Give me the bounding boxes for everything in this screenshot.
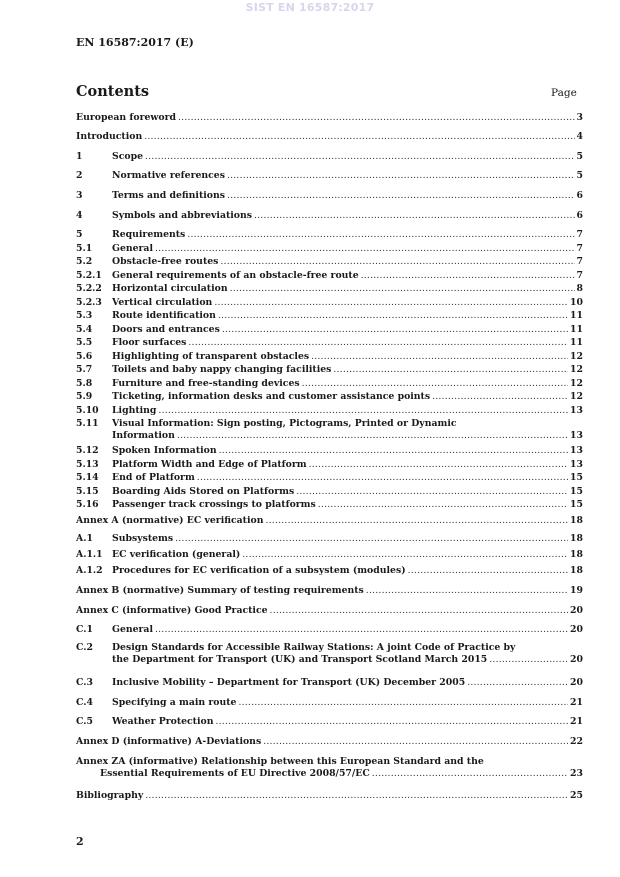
- page-column-label: Page: [551, 87, 577, 99]
- toc-entry-page: 5: [576, 151, 583, 162]
- toc-entry-leader: [197, 472, 568, 483]
- toc-entry-number: 5.7: [76, 364, 93, 375]
- toc-entry[interactable]: [76, 642, 583, 665]
- toc-entry-leader: [155, 243, 575, 254]
- toc-entry[interactable]: [76, 283, 583, 294]
- toc-entry[interactable]: [76, 351, 583, 362]
- toc-entry-leader: [177, 430, 568, 442]
- toc-entry[interactable]: [76, 256, 583, 267]
- toc-entry-title: Design Standards for Accessible Railway Stations: A joint Code of Practice by: [112, 642, 516, 653]
- toc-entry-page: 6: [576, 190, 583, 201]
- toc-entry-page: 18: [570, 533, 583, 544]
- toc-entry[interactable]: [76, 297, 583, 308]
- toc-entry-page: 13: [570, 445, 583, 456]
- toc-entry-number: 5.15: [76, 486, 99, 497]
- toc-entry-title: Procedures for EC verification of a subsystem (modules): [112, 565, 406, 576]
- toc-entry-title: General: [112, 624, 153, 635]
- toc-entry-number: C.4: [76, 697, 93, 708]
- toc-entry-title: Furniture and free-standing devices: [112, 378, 300, 389]
- toc-entry[interactable]: [76, 229, 583, 240]
- toc-entry-number: 5.8: [76, 378, 93, 389]
- toc-entry-number: 5.16: [76, 499, 99, 510]
- toc-entry-leader: [227, 170, 575, 181]
- toc-entry[interactable]: [76, 210, 583, 221]
- toc-entry-title: End of Platform: [112, 472, 195, 483]
- toc-entry[interactable]: [76, 131, 583, 142]
- toc-entry-leader: [219, 445, 568, 456]
- toc-entry-title: Annex C (informative) Good Practice: [76, 605, 268, 616]
- toc-entry-leader: [302, 378, 568, 389]
- toc-entry-title: Passenger track crossings to platforms: [112, 499, 316, 510]
- toc-entry[interactable]: [76, 378, 583, 389]
- toc-entry-title: Lighting: [112, 405, 157, 416]
- toc-entry-page: 5: [576, 170, 583, 181]
- toc-entry-title: General requirements of an obstacle-free route: [112, 270, 359, 281]
- toc-entry-leader: [311, 351, 568, 362]
- toc-entry-page: 18: [570, 515, 583, 526]
- toc-entry-leader: [366, 585, 568, 596]
- toc-entry-number: 5: [76, 229, 83, 240]
- toc-entry-title: Inclusive Mobility – Department for Transport (UK) December 2005: [112, 677, 466, 688]
- toc-entry-title: Scope: [112, 151, 143, 162]
- toc-entry-leader: [178, 112, 575, 123]
- toc-entry-number: 5.13: [76, 459, 99, 470]
- toc-entry-title: Annex A (normative) EC verification: [76, 515, 264, 526]
- toc-entry-title: Ticketing, information desks and customer assistance points: [112, 391, 431, 402]
- toc-entry-leader: [145, 790, 568, 801]
- toc-entry[interactable]: [76, 756, 583, 779]
- toc-entry-title: Normative references: [112, 170, 225, 181]
- toc-entry[interactable]: [76, 790, 583, 801]
- toc-entry-leader: [214, 297, 568, 308]
- toc-entry-title: Vertical circulation: [112, 297, 213, 308]
- toc-entry-number: 5.12: [76, 445, 99, 456]
- toc-entry-title: Spoken Information: [112, 445, 217, 456]
- toc-entry-page: 11: [570, 337, 583, 348]
- toc-entry-number: C.5: [76, 716, 93, 727]
- toc-entry-leader: [242, 549, 568, 560]
- toc-entry-title: Obstacle-free routes: [112, 256, 219, 267]
- toc-entry-page: 22: [570, 736, 583, 747]
- toc-entry-leader: [155, 624, 568, 635]
- toc-entry-leader: [467, 677, 568, 688]
- toc-entry-title: EC verification (general): [112, 549, 241, 560]
- toc-entry[interactable]: [76, 310, 583, 321]
- toc-entry[interactable]: [76, 605, 583, 616]
- toc-entry-page: 12: [570, 378, 583, 389]
- toc-entry-number: 5.2.1: [76, 270, 102, 281]
- toc-entry-title: Annex ZA (informative) Relationship between this European Standard and the: [76, 756, 484, 767]
- toc-entry[interactable]: [76, 585, 583, 596]
- toc-entry-leader: [270, 605, 569, 616]
- toc-entry-title: Boarding Aids Stored on Platforms: [112, 486, 295, 497]
- toc-entry-page: 7: [576, 270, 583, 281]
- toc-entry-leader: [333, 364, 568, 375]
- toc-entry-page: 13: [570, 405, 583, 416]
- toc-entry-number: C.2: [76, 642, 93, 653]
- toc-entry-page: 12: [570, 351, 583, 362]
- toc-entry-title: Visual Information: Sign posting, Pictograms, Printed or Dynamic: [112, 418, 457, 429]
- toc-entry-title: Requirements: [112, 229, 186, 240]
- toc-entry-title: Subsystems: [112, 533, 174, 544]
- toc-entry-title: Floor surfaces: [112, 337, 187, 348]
- toc-entry-title: Symbols and abbreviations: [112, 210, 252, 221]
- toc-entry-number: 5.3: [76, 310, 93, 321]
- toc-entry[interactable]: [76, 565, 583, 576]
- toc-entry-leader: [230, 283, 575, 294]
- toc-entry-number: 5.2.2: [76, 283, 102, 294]
- toc-entry-title: Highlighting of transparent obstacles: [112, 351, 310, 362]
- toc-entry-leader: [188, 337, 568, 348]
- toc-entry[interactable]: [76, 170, 583, 181]
- toc-entry-leader: [265, 515, 568, 526]
- toc-entry-number: 5.9: [76, 391, 93, 402]
- toc-entry[interactable]: [76, 549, 583, 560]
- toc-entry-page: 20: [570, 624, 583, 635]
- toc-entry[interactable]: [76, 418, 583, 441]
- toc-entry-number: A.1: [76, 533, 93, 544]
- toc-entry-title-continued: Information: [112, 429, 175, 441]
- toc-entry-page: 18: [570, 549, 583, 560]
- toc-entry[interactable]: [76, 243, 583, 254]
- toc-entry[interactable]: [76, 499, 583, 510]
- toc-entry-number: 2: [76, 170, 83, 181]
- toc-entry-leader: [158, 405, 568, 416]
- toc-entry[interactable]: [76, 151, 583, 162]
- toc-entry-page: 25: [570, 790, 583, 801]
- toc-entry[interactable]: [76, 716, 583, 727]
- toc-entry-title: Route identification: [112, 310, 216, 321]
- toc-entry-title-continued: the Department for Transport (UK) and Transport Scotland March 2015: [112, 653, 488, 665]
- toc-entry[interactable]: [76, 624, 583, 635]
- toc-entry-page: 7: [576, 256, 583, 267]
- toc-entry-title: Specifying a main route: [112, 697, 237, 708]
- toc-entry-page: 21: [570, 697, 583, 708]
- toc-entry-number: 4: [76, 210, 83, 221]
- toc-entry[interactable]: [76, 324, 583, 335]
- toc-entry[interactable]: [76, 337, 583, 348]
- toc-entry-title: Annex D (informative) A-Deviations: [76, 736, 262, 747]
- toc-entry-page: 10: [570, 297, 583, 308]
- toc-entry[interactable]: [76, 190, 583, 201]
- toc-entry-title: Doors and entrances: [112, 324, 220, 335]
- toc-entry[interactable]: [76, 515, 583, 526]
- toc-entry-leader: [175, 533, 568, 544]
- toc-entry-page: 8: [576, 283, 583, 294]
- toc-entry-number: 5.14: [76, 472, 99, 483]
- toc-entry-number: 5.6: [76, 351, 93, 362]
- toc-entry[interactable]: [76, 533, 583, 544]
- toc-entry[interactable]: [76, 112, 583, 123]
- toc-entry-page: 18: [570, 565, 583, 576]
- toc-entry-number: 5.2.3: [76, 297, 102, 308]
- toc-entry[interactable]: [76, 405, 583, 416]
- toc-entry-leader: [144, 131, 574, 142]
- toc-entry-number: 5.10: [76, 405, 99, 416]
- toc-entry-leader: [361, 270, 575, 281]
- toc-entry-page: 12: [570, 364, 583, 375]
- toc-entry-title: Toilets and baby nappy changing facilities: [112, 364, 332, 375]
- toc-entry-title: Bibliography: [76, 790, 144, 801]
- toc-entry-page: 23: [570, 767, 583, 779]
- contents-title: Contents: [76, 83, 150, 100]
- toc-entry-leader: [215, 716, 568, 727]
- toc-entry-title: Introduction: [76, 131, 143, 142]
- toc-entry[interactable]: [76, 270, 583, 281]
- toc-entry-page: 3: [576, 112, 583, 123]
- toc-entry[interactable]: [76, 486, 583, 497]
- toc-entry-number: C.1: [76, 624, 93, 635]
- toc-entry[interactable]: [76, 459, 583, 470]
- toc-entry-title: Annex B (normative) Summary of testing requirements: [76, 585, 364, 596]
- toc-entry-page: 4: [576, 131, 583, 142]
- toc-entry-leader: [432, 391, 568, 402]
- toc-entry-leader: [318, 499, 568, 510]
- toc-entry-page: 19: [570, 585, 583, 596]
- toc-entry-number: 5.1: [76, 243, 93, 254]
- watermark: SIST EN 16587:2017: [245, 1, 375, 14]
- toc-entry[interactable]: [76, 736, 583, 747]
- toc-entry[interactable]: [76, 364, 583, 375]
- toc-entry-leader: [145, 151, 575, 162]
- toc-entry-page: 15: [570, 499, 583, 510]
- toc-entry-page: 20: [570, 653, 583, 665]
- toc-entry-page: 20: [570, 677, 583, 688]
- toc-entry-title: Horizontal circulation: [112, 283, 228, 294]
- toc-entry-page: 11: [570, 324, 583, 335]
- toc-entry-leader: [238, 697, 568, 708]
- toc-entry[interactable]: [76, 677, 583, 688]
- toc-entry-title: Terms and definitions: [112, 190, 225, 201]
- toc-entry-page: 7: [576, 243, 583, 254]
- document-id: EN 16587:2017 (E): [76, 36, 194, 49]
- toc-entry-page: 12: [570, 391, 583, 402]
- toc-entry-title-continued: Essential Requirements of EU Directive 2008/57/EC: [100, 767, 370, 779]
- toc-entry-page: 11: [570, 310, 583, 321]
- toc-entry-page: 13: [570, 429, 583, 441]
- toc-entry-leader: [309, 459, 568, 470]
- toc-entry-page: 13: [570, 459, 583, 470]
- toc-entry-leader: [222, 324, 568, 335]
- toc-entry-number: 5.4: [76, 324, 93, 335]
- page-number: 2: [76, 835, 84, 848]
- toc-entry[interactable]: [76, 472, 583, 483]
- toc-entry[interactable]: [76, 391, 583, 402]
- toc-entry-page: 7: [576, 229, 583, 240]
- toc-entry-page: 15: [570, 472, 583, 483]
- toc-entry-leader: [187, 229, 574, 240]
- toc-entry-page: 15: [570, 486, 583, 497]
- toc-entry-leader: [254, 210, 575, 221]
- toc-entry-number: 5.5: [76, 337, 93, 348]
- toc-entry[interactable]: [76, 697, 583, 708]
- toc-entry-page: 21: [570, 716, 583, 727]
- toc-entry-page: 20: [570, 605, 583, 616]
- toc-entry-number: C.3: [76, 677, 93, 688]
- toc-entry-leader: [227, 190, 575, 201]
- toc-entry-number: 1: [76, 151, 83, 162]
- toc-entry-leader: [489, 654, 568, 666]
- toc-entry-page: 6: [576, 210, 583, 221]
- toc-entry-title: General: [112, 243, 153, 254]
- toc-entry-title: Platform Width and Edge of Platform: [112, 459, 307, 470]
- toc-entry-leader: [408, 565, 568, 576]
- toc-entry-number: 5.2: [76, 256, 93, 267]
- toc-entry-leader: [296, 486, 568, 497]
- toc-entry-leader: [372, 768, 568, 780]
- toc-entry[interactable]: [76, 445, 583, 456]
- toc-entry-number: 3: [76, 190, 83, 201]
- toc-entry-title: Weather Protection: [112, 716, 214, 727]
- toc-entry-number: 5.11: [76, 418, 99, 429]
- toc-entry-leader: [263, 736, 568, 747]
- toc-entry-title: European foreword: [76, 112, 176, 123]
- toc-entry-leader: [218, 310, 568, 321]
- toc-entry-number: A.1.2: [76, 565, 103, 576]
- toc-entry-number: A.1.1: [76, 549, 103, 560]
- toc-entry-leader: [220, 256, 574, 267]
